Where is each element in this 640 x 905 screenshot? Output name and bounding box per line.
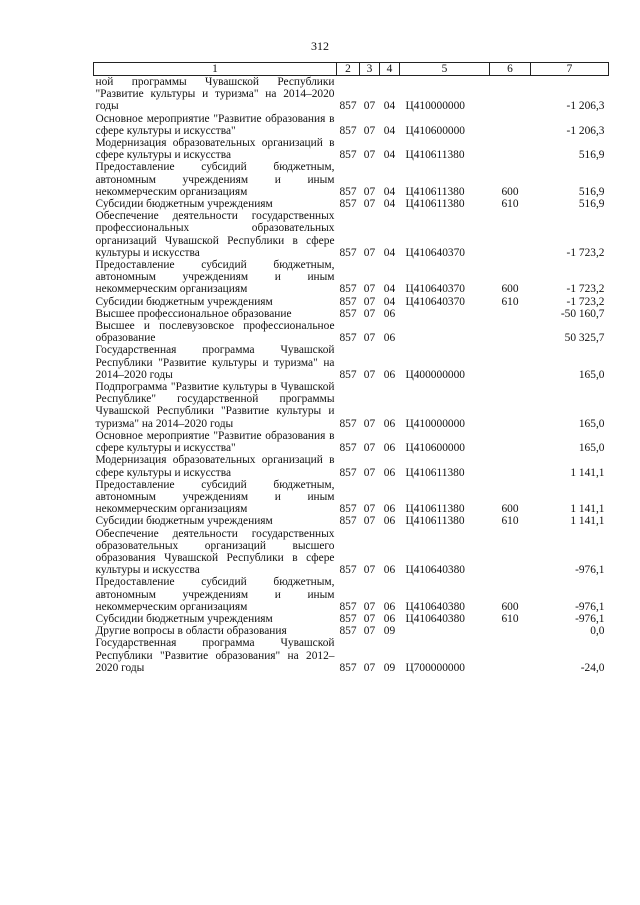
row-amount: -976,1 bbox=[575, 612, 605, 625]
table-row bbox=[94, 430, 609, 454]
row-section: 07 bbox=[363, 307, 376, 320]
row-expense-type bbox=[490, 344, 531, 381]
table-row bbox=[94, 381, 609, 430]
page-number: 312 bbox=[311, 39, 329, 53]
row-amount: 1 141,1 bbox=[570, 466, 605, 479]
row-target-article: Ц410611380 bbox=[405, 515, 465, 528]
table-row bbox=[94, 576, 609, 613]
row-target-article: Ц410640380 bbox=[405, 564, 465, 577]
row-name: Высшее профессиональное образование bbox=[95, 307, 292, 320]
row-subsection: 06 bbox=[383, 600, 396, 613]
row-name: Субсидии бюджетным учреждениям bbox=[95, 515, 273, 528]
table-row bbox=[94, 113, 609, 137]
row-grbs: 857 bbox=[339, 515, 357, 528]
row-target-article: Ц400000000 bbox=[405, 368, 465, 381]
row-target-article: Ц410611380 bbox=[405, 503, 465, 516]
row-grbs: 857 bbox=[339, 332, 357, 345]
row-expense-type bbox=[490, 528, 531, 577]
row-target-article: Ц410640370 bbox=[405, 246, 465, 259]
row-amount: 0,0 bbox=[590, 625, 605, 638]
row-name: Высшее и послевузовское профессиональное образование bbox=[95, 320, 335, 345]
row-grbs: 857 bbox=[339, 283, 357, 296]
row-subsection: 06 bbox=[383, 417, 396, 430]
row-target-article: Ц410611380 bbox=[405, 149, 465, 162]
row-target-article: Ц410611380 bbox=[405, 466, 465, 479]
row-amount: 165,0 bbox=[578, 442, 605, 455]
row-section: 07 bbox=[363, 368, 376, 381]
table-row bbox=[94, 454, 609, 478]
table-row bbox=[94, 137, 609, 161]
row-section: 07 bbox=[363, 246, 376, 259]
row-grbs: 857 bbox=[339, 442, 357, 455]
table-row bbox=[94, 76, 609, 113]
row-section: 07 bbox=[363, 283, 376, 296]
row-expense-type bbox=[490, 454, 531, 478]
col-header-7: 7 bbox=[531, 63, 609, 76]
row-amount: 165,0 bbox=[578, 368, 605, 381]
row-name: Подпрограмма "Развитие культуры в Чувашской Республике" государственной программы Чувашской Республики "Развитие культуры и туризма" на 2014–2020 годы bbox=[95, 381, 335, 430]
row-target-article: Ц410000000 bbox=[405, 100, 465, 113]
table-row bbox=[94, 344, 609, 381]
row-name: Предоставление субсидий бюджетным, автономным учреждениям и иным некоммерческим организациям bbox=[95, 478, 335, 516]
row-subsection: 04 bbox=[383, 100, 396, 113]
row-name: Предоставление субсидий бюджетным, автономным учреждениям и иным некоммерческим организациям bbox=[95, 161, 335, 198]
row-target-article: Ц700000000 bbox=[405, 661, 465, 674]
row-subsection: 04 bbox=[383, 246, 396, 259]
row-target-article: Ц410640370 bbox=[405, 283, 465, 296]
row-section: 07 bbox=[363, 295, 376, 308]
row-expense-type bbox=[490, 320, 531, 344]
row-grbs: 857 bbox=[339, 600, 357, 613]
row-section: 07 bbox=[363, 198, 376, 211]
row-amount: 165,0 bbox=[578, 417, 605, 430]
row-subsection: 06 bbox=[383, 503, 396, 516]
row-grbs: 857 bbox=[339, 124, 357, 137]
row-expense-type: 610 bbox=[501, 198, 519, 211]
row-expense-type bbox=[490, 637, 531, 674]
row-grbs: 857 bbox=[339, 246, 357, 259]
row-name: Модернизация образовательных организаций в сфере культуры и искусства bbox=[95, 454, 335, 479]
row-target-article bbox=[400, 320, 490, 344]
row-grbs: 857 bbox=[339, 417, 357, 430]
row-section: 07 bbox=[363, 600, 376, 613]
row-amount: 516,9 bbox=[578, 185, 605, 198]
row-subsection: 04 bbox=[383, 283, 396, 296]
row-expense-type: 610 bbox=[501, 295, 519, 308]
row-expense-type: 610 bbox=[501, 515, 519, 528]
row-section: 07 bbox=[363, 417, 376, 430]
row-subsection: 04 bbox=[383, 185, 396, 198]
table-row bbox=[94, 515, 609, 527]
row-subsection: 06 bbox=[383, 442, 396, 455]
row-subsection: 06 bbox=[383, 515, 396, 528]
row-target-article: Ц410640380 bbox=[405, 612, 465, 625]
row-section: 07 bbox=[363, 661, 376, 674]
row-grbs: 857 bbox=[339, 295, 357, 308]
col-header-4: 4 bbox=[380, 63, 400, 76]
row-name: Предоставление субсидий бюджетным, автономным учреждениям и иным некоммерческим организациям bbox=[95, 259, 335, 296]
table-body bbox=[94, 76, 609, 674]
row-section: 07 bbox=[363, 185, 376, 198]
row-subsection: 04 bbox=[383, 295, 396, 308]
row-grbs: 857 bbox=[339, 661, 357, 674]
row-grbs: 857 bbox=[339, 185, 357, 198]
row-subsection: 06 bbox=[383, 368, 396, 381]
row-name: Субсидии бюджетным учреждениям bbox=[95, 295, 273, 308]
row-expense-type bbox=[490, 625, 531, 637]
row-section: 07 bbox=[363, 466, 376, 479]
row-section: 07 bbox=[363, 149, 376, 162]
row-amount: 516,9 bbox=[578, 198, 605, 211]
col-header-5: 5 bbox=[400, 63, 490, 76]
row-target-article: Ц410600000 bbox=[405, 442, 465, 455]
col-header-6: 6 bbox=[490, 63, 531, 76]
table-row bbox=[94, 198, 609, 210]
row-amount: 50 325,7 bbox=[564, 332, 605, 345]
row-amount: -1 723,2 bbox=[566, 246, 605, 259]
table-row bbox=[94, 528, 609, 577]
row-grbs: 857 bbox=[339, 466, 357, 479]
row-section: 07 bbox=[363, 332, 376, 345]
row-subsection: 06 bbox=[383, 612, 396, 625]
row-amount: 1 141,1 bbox=[570, 503, 605, 516]
table-row bbox=[94, 259, 609, 296]
row-section: 07 bbox=[363, 612, 376, 625]
row-section: 07 bbox=[363, 625, 376, 638]
row-grbs: 857 bbox=[339, 564, 357, 577]
row-name: Субсидии бюджетным учреждениям bbox=[95, 198, 273, 211]
row-name: Основное мероприятие "Развитие образования в сфере культуры и искусства" bbox=[95, 112, 335, 137]
row-expense-type: 600 bbox=[501, 600, 519, 613]
table-row bbox=[94, 210, 609, 259]
table-row bbox=[94, 320, 609, 344]
row-expense-type bbox=[490, 430, 531, 454]
row-expense-type bbox=[490, 308, 531, 320]
table-row bbox=[94, 479, 609, 516]
row-expense-type: 600 bbox=[501, 283, 519, 296]
row-amount: -50 160,7 bbox=[560, 307, 605, 320]
row-target-article: Ц410600000 bbox=[405, 124, 465, 137]
row-subsection: 04 bbox=[383, 124, 396, 137]
row-section: 07 bbox=[363, 124, 376, 137]
row-grbs: 857 bbox=[339, 198, 357, 211]
row-subsection: 06 bbox=[383, 466, 396, 479]
row-name: Модернизация образовательных организаций в сфере культуры и искусства bbox=[95, 137, 335, 162]
row-name: Предоставление субсидий бюджетным, автономным учреждениям и иным некоммерческим организациям bbox=[95, 576, 335, 613]
row-amount: -976,1 bbox=[575, 600, 605, 613]
row-expense-type bbox=[490, 113, 531, 137]
budget-table bbox=[93, 62, 609, 674]
row-grbs: 857 bbox=[339, 100, 357, 113]
row-amount: -1 723,2 bbox=[566, 283, 605, 296]
row-expense-type bbox=[490, 137, 531, 161]
row-target-article bbox=[400, 308, 490, 320]
row-section: 07 bbox=[363, 100, 376, 113]
row-target-article: Ц410640370 bbox=[405, 295, 465, 308]
row-target-article: Ц410611380 bbox=[405, 198, 465, 211]
row-grbs: 857 bbox=[339, 368, 357, 381]
table-row bbox=[94, 625, 609, 637]
col-header-2: 2 bbox=[337, 63, 360, 76]
row-name: Другие вопросы в области образования bbox=[95, 625, 287, 638]
row-expense-type: 610 bbox=[501, 612, 519, 625]
row-amount: -1 206,3 bbox=[566, 100, 605, 113]
row-expense-type bbox=[490, 76, 531, 113]
row-section: 07 bbox=[363, 442, 376, 455]
table-row bbox=[94, 308, 609, 320]
row-expense-type: 600 bbox=[501, 503, 519, 516]
row-amount: -24,0 bbox=[580, 661, 605, 674]
table-row bbox=[94, 613, 609, 625]
row-expense-type bbox=[490, 210, 531, 259]
row-section: 07 bbox=[363, 564, 376, 577]
row-grbs: 857 bbox=[339, 307, 357, 320]
row-amount: 1 141,1 bbox=[570, 515, 605, 528]
row-section: 07 bbox=[363, 503, 376, 516]
row-name: Обеспечение деятельности государственных образовательных организаций высшего образования Чувашской Республики в сфере культуры и искусства bbox=[95, 527, 335, 577]
table-row bbox=[94, 161, 609, 198]
row-grbs: 857 bbox=[339, 149, 357, 162]
row-name: Субсидии бюджетным учреждениям bbox=[95, 612, 273, 625]
row-grbs: 857 bbox=[339, 503, 357, 516]
row-amount: -1 723,2 bbox=[566, 295, 605, 308]
row-target-article bbox=[400, 625, 490, 637]
row-subsection: 04 bbox=[383, 198, 396, 211]
row-expense-type bbox=[490, 381, 531, 430]
table-row bbox=[94, 296, 609, 308]
row-target-article: Ц410000000 bbox=[405, 417, 465, 430]
row-amount: -1 206,3 bbox=[566, 124, 605, 137]
row-subsection: 06 bbox=[383, 307, 396, 320]
row-name: ной программы Чувашской Республики "Развитие культуры и туризма" на 2014–2020 годы bbox=[95, 76, 335, 113]
row-grbs: 857 bbox=[339, 612, 357, 625]
row-name: Обеспечение деятельности государственных профессиональных образовательных организаций Чувашской Республики в сфере культуры и искусства bbox=[95, 210, 335, 259]
column-number-row bbox=[94, 63, 609, 76]
col-header-1: 1 bbox=[94, 63, 337, 76]
row-subsection: 06 bbox=[383, 564, 396, 577]
row-target-article: Ц410640380 bbox=[405, 600, 465, 613]
row-name: Государственная программа Чувашской Республики "Развитие образования" на 2012–2020 годы bbox=[95, 637, 335, 674]
col-header-3: 3 bbox=[360, 63, 380, 76]
row-grbs: 857 bbox=[339, 625, 357, 638]
row-amount: 516,9 bbox=[578, 149, 605, 162]
row-name: Государственная программа Чувашской Республики "Развитие культуры и туризма" на 2014–2020 годы bbox=[95, 344, 335, 381]
row-section: 07 bbox=[363, 515, 376, 528]
row-expense-type: 600 bbox=[501, 185, 519, 198]
row-subsection: 04 bbox=[383, 149, 396, 162]
row-target-article: Ц410611380 bbox=[405, 185, 465, 198]
row-subsection: 09 bbox=[383, 661, 396, 674]
row-name: Основное мероприятие "Развитие образования в сфере культуры и искусства" bbox=[95, 429, 335, 455]
row-subsection: 09 bbox=[383, 625, 396, 638]
row-amount: -976,1 bbox=[575, 564, 605, 577]
table-row bbox=[94, 637, 609, 674]
row-subsection: 06 bbox=[383, 332, 396, 345]
